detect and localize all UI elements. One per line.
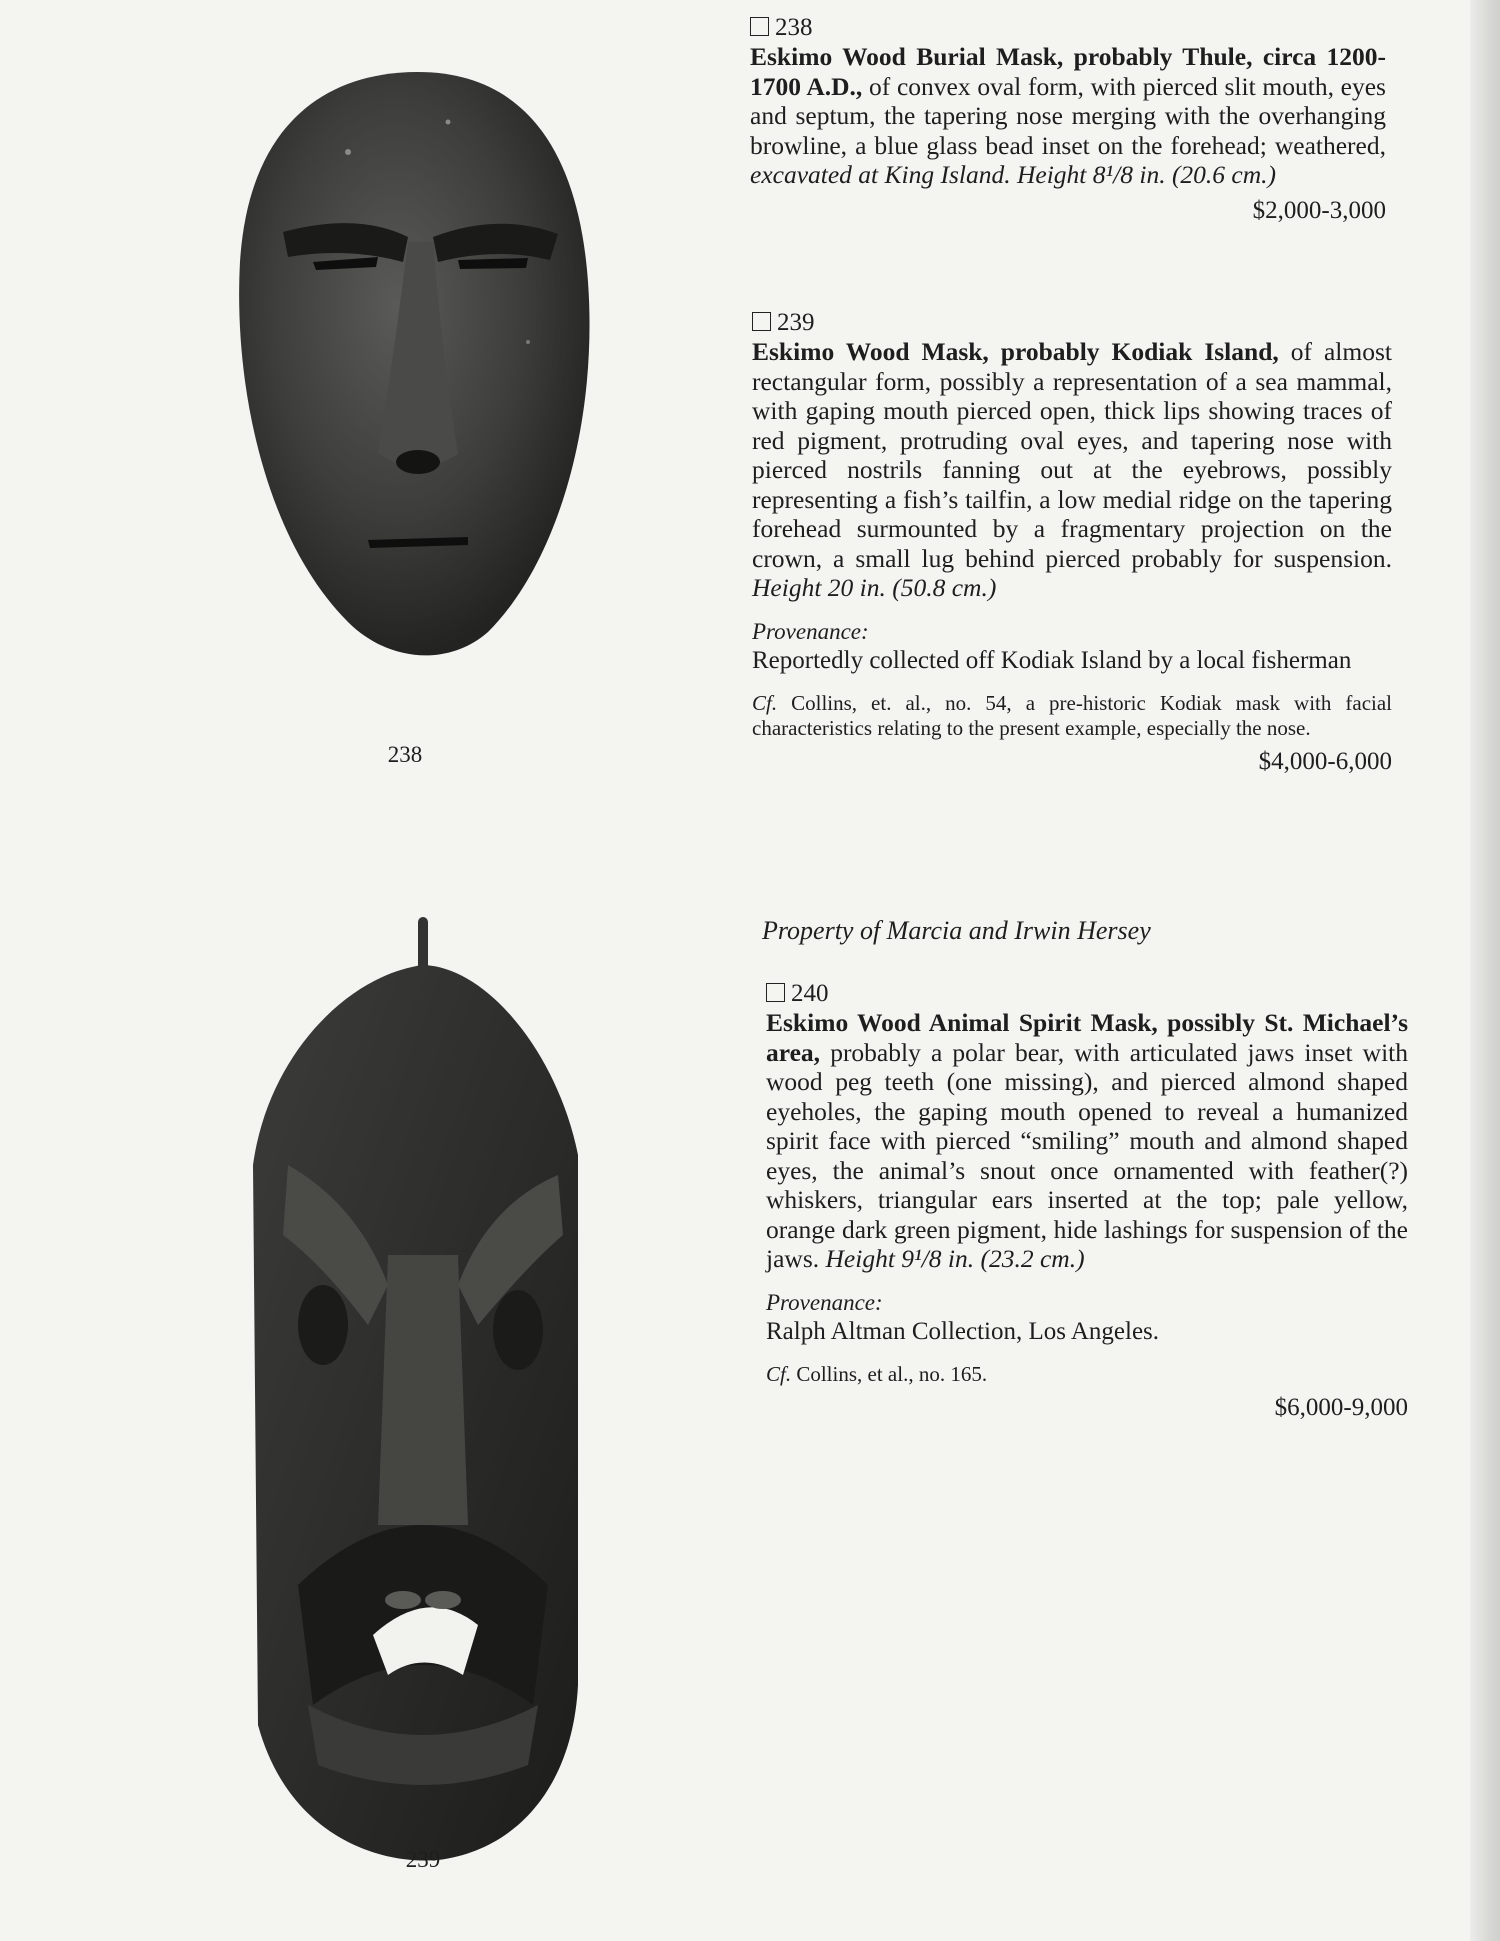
reference-note: Cf. Collins, et al., no. 165. <box>766 1362 988 1386</box>
lot-title: Eskimo Wood Burial Mask, probably Thule, circa 1200-1700 A.D., <box>750 42 1386 101</box>
lot-number: 238 <box>750 14 1386 42</box>
provenance-label: Provenance: <box>752 618 869 644</box>
lot-description: Eskimo Wood Burial Mask, probably Thule, circa 1200-1700 A.D., of convex oval form, with pierced slit mouth, eyes and septum, the tapering nose merging with the overhanging browline, a blue glass bead inset on the forehead; weathered, excavated at King Island. Height 8¹/8 in. (20.6 cm.) <box>750 42 1386 189</box>
lot-number: 239 <box>752 309 1392 337</box>
provenance-text: Ralph Altman Collection, Los Angeles. <box>766 1318 1160 1345</box>
checkbox-icon <box>752 312 771 331</box>
lot-title: Eskimo Wood Animal Spirit Mask, possibly St. Michael’s area, <box>766 1008 1408 1067</box>
lot-estimate: $4,000-6,000 <box>1258 748 1392 775</box>
lot-description: Eskimo Wood Mask, probably Kodiak Island, of almost rectangular form, possibly a representation of a sea mammal, with gaping mouth pierced open, thick lips showing traces of red pigment, protruding oval eyes, and tapering nose with pierced nostrils fanning out at the eyebrows, possibly representing a fish’s tailfin, a low medial ridge on the tapering forehead surmounted by a fragmentary projection on the crown, a small lug behind pierced probably for suspension. Height 20 in. (50.8 cm.) <box>752 337 1392 602</box>
mask-photo-238 <box>228 62 608 692</box>
lot-title: Eskimo Wood Mask, probably Kodiak Island, <box>752 337 1279 366</box>
lot-entry-239 <box>752 309 1392 777</box>
lot-entry-240 <box>766 980 1408 1423</box>
checkbox-icon <box>766 983 785 1002</box>
photo-caption-238: 238 <box>387 742 423 767</box>
lot-estimate: $2,000-3,000 <box>1252 196 1386 224</box>
photo-caption-239: 239 <box>405 1847 441 1872</box>
lot-description: Eskimo Wood Animal Spirit Mask, possibly St. Michael’s area, probably a polar bear, with articulated jaws inset with wood peg teeth (one missing), and pierced almond shaped eyeholes, the gaping mouth opened to reveal a humanized spirit face with pierced “smiling” mouth and almond shaped eyes, the animal’s snout once ornamented with feather(?) whiskers, triangular ears inserted at the top; pale yellow, orange dark green pigment, hide lashings for suspension of the jaws. Height 9¹/8 in. (23.2 cm.) <box>766 1008 1408 1273</box>
consignor-line: Property of Marcia and Irwin Hersey <box>762 916 1151 945</box>
lot-entry-238 <box>750 14 1386 225</box>
lot-number: 240 <box>766 980 1408 1008</box>
checkbox-icon <box>750 17 769 36</box>
reference-note: Cf. Collins, et. al., no. 54, a pre-historic Kodiak mask with facial characteristics relating to the present example, especially the nose. <box>752 691 1392 740</box>
lot-estimate: $6,000-9,000 <box>1274 1394 1408 1421</box>
page-edge-shadow <box>1470 0 1500 1941</box>
provenance-text: Reportedly collected off Kodiak Island by a local fisherman <box>752 647 1352 674</box>
mask-photo-239 <box>228 905 608 1890</box>
provenance-label: Provenance: <box>766 1289 883 1315</box>
